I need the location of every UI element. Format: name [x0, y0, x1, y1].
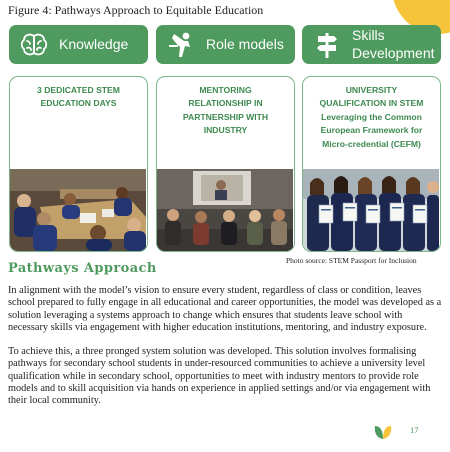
card-text-line: 3 DEDICATED STEM — [37, 85, 120, 95]
card-text — [10, 77, 147, 111]
card-text-line: RELATIONSHIP IN — [188, 98, 263, 109]
section-heading: Pathways Approach — [8, 261, 157, 276]
card-text-line: UNIVERSITY — [345, 85, 398, 95]
card-text-line: MENTORING — [199, 85, 252, 95]
body-paragraph: To achieve this, a three pronged system solution was developed. This solution involves formalising pathways for secondary school students in under-resourced communities to achieve a university level qualification while in secondary school, opportunities to meet with industry mentors to provide role models and to skill acquisition via hands on experience in applied settings and/or via engagement with their local community. — [8, 346, 431, 406]
card-text-line: European Framework for — [320, 125, 423, 136]
card-text-line: Micro-credential (CEFM) — [322, 138, 421, 149]
card-text-line: EDUCATION DAYS — [40, 98, 117, 109]
signpost-icon — [312, 30, 342, 60]
students-at-table-photo — [10, 169, 146, 251]
pillar-knowledge — [9, 25, 148, 64]
figure-title: Figure 4: Pathways Approach to Equitable Education — [8, 3, 264, 17]
page-number: 17 — [410, 425, 419, 435]
brain-icon — [19, 30, 49, 60]
card-text — [303, 77, 440, 151]
students-with-certificates-photo — [303, 169, 439, 251]
pillar-label-line-2: Development — [352, 44, 435, 61]
pillar-label-skills-development — [352, 27, 435, 62]
leaf-logo-icon — [373, 421, 393, 441]
pillar-role-models — [156, 25, 295, 64]
card-text-line: QUALIFICATION IN STEM — [319, 98, 424, 109]
card-university-qualification — [302, 76, 441, 252]
pillar-skills-development — [302, 25, 441, 64]
card-text-line: Leveraging the Common — [321, 111, 422, 122]
pillar-label-role-models: Role models — [206, 35, 284, 52]
card-text — [157, 77, 294, 138]
panel-discussion-photo — [157, 169, 293, 251]
card-stem-education-days — [9, 76, 148, 252]
photo-source-caption: Photo source: STEM Passport for Inclusion — [286, 256, 417, 265]
card-mentoring-relationship — [156, 76, 295, 252]
mentor-figure-icon — [166, 30, 196, 60]
card-text-line: INDUSTRY — [203, 125, 248, 136]
card-text-line: PARTNERSHIP WITH — [182, 111, 269, 122]
pillar-label-knowledge: Knowledge — [59, 35, 129, 52]
body-paragraph: In alignment with the model’s vision to ensure every student, regardless of class or condition, leaves school prepared to fully engage in all educational and career opportunities, the model was developed as a solution leveraging a systems approach to change which ensures that students leave school with necessary skills via engagement with higher education institutions, mentoring, and industry exposure. — [8, 285, 442, 333]
pillar-label-line-1: Skills — [352, 27, 385, 43]
